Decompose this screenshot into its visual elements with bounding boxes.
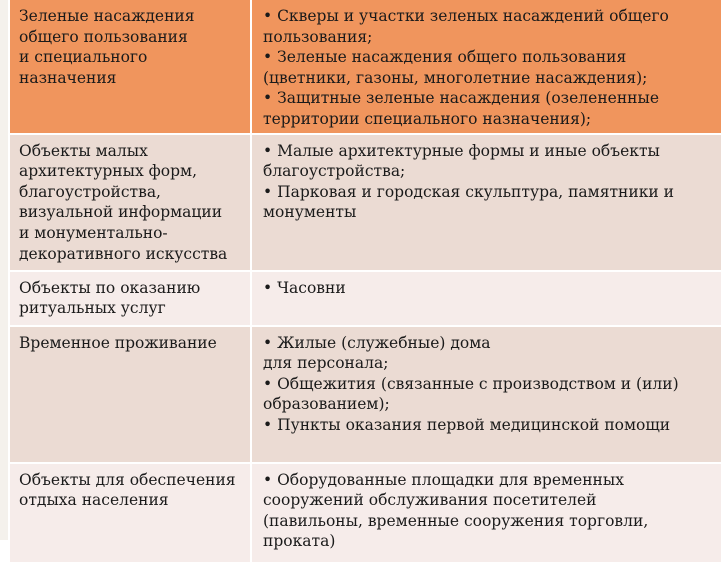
cell-line: общего пользования <box>19 27 188 46</box>
cell-line: и монументально- <box>19 223 168 242</box>
cell-line: архитектурных форм, <box>19 162 197 181</box>
cell-line: благоустройства; <box>263 162 406 181</box>
row-category-cell <box>10 134 251 271</box>
cell-line: сооружений обслуживания посетителей <box>263 491 597 510</box>
table-row <box>10 463 721 563</box>
row-items-cell <box>251 326 721 463</box>
cell-line: Зеленые насаждения <box>19 7 195 25</box>
cell-line: • Скверы и участки зеленых насаждений общего <box>263 7 669 25</box>
left-margin-strip <box>0 0 8 540</box>
cell-line: благоустройства, <box>19 182 161 201</box>
cell-line: • Зеленые насаждения общего пользования <box>263 48 627 67</box>
cell-line: отдыха населения <box>19 491 169 510</box>
cell-line: для персонала; <box>263 354 389 373</box>
cell-line: • Защитные зеленые насаждения (озелененные <box>263 89 659 108</box>
cell-line: проката) <box>263 532 336 551</box>
cell-line: назначения <box>19 68 117 87</box>
row-items-cell <box>251 463 721 563</box>
cell-line: Объекты по оказанию <box>19 278 201 297</box>
cell-line: Временное проживание <box>19 333 217 352</box>
row-category-cell <box>10 463 251 563</box>
row-items-cell <box>251 0 721 134</box>
cell-line: • Пункты оказания первой медицинской помощи <box>263 415 671 434</box>
cell-line: территории специального назначения); <box>263 109 592 128</box>
cell-line: (цветники, газоны, многолетние насаждения); <box>263 68 648 87</box>
cell-line: декоративного искусства <box>19 244 228 263</box>
cell-line: и специального <box>19 48 148 67</box>
cell-line: • Малые архитектурные формы и иные объекты <box>263 141 660 160</box>
cell-line: • Общежития (связанные с производством и (или) <box>263 374 679 393</box>
cell-line: Объекты малых <box>19 141 148 160</box>
table-row <box>10 0 721 134</box>
cell-line: Объекты для обеспечения <box>19 470 236 489</box>
table-row <box>10 271 721 326</box>
cell-line: (павильоны, временные сооружения торговли, <box>263 511 649 530</box>
cell-line: пользования; <box>263 27 373 46</box>
row-items-cell <box>251 134 721 271</box>
cell-line: монументы <box>263 203 357 222</box>
row-category-cell <box>10 271 251 326</box>
row-category-cell <box>10 0 251 134</box>
cell-line: визуальной информации <box>19 203 223 222</box>
cell-line: • Жилые (служебные) дома <box>263 333 491 352</box>
cell-line: ритуальных услуг <box>19 299 166 318</box>
cell-line: • Парковая и городская скульптура, памятники и <box>263 182 674 201</box>
objects-table <box>10 0 721 564</box>
cell-line: • Часовни <box>263 278 346 297</box>
row-category-cell <box>10 326 251 463</box>
table-row <box>10 134 721 271</box>
cell-line: • Оборудованные площадки для временных <box>263 470 624 489</box>
cell-line: образованием); <box>263 395 390 414</box>
table-row <box>10 326 721 463</box>
row-items-cell <box>251 271 721 326</box>
